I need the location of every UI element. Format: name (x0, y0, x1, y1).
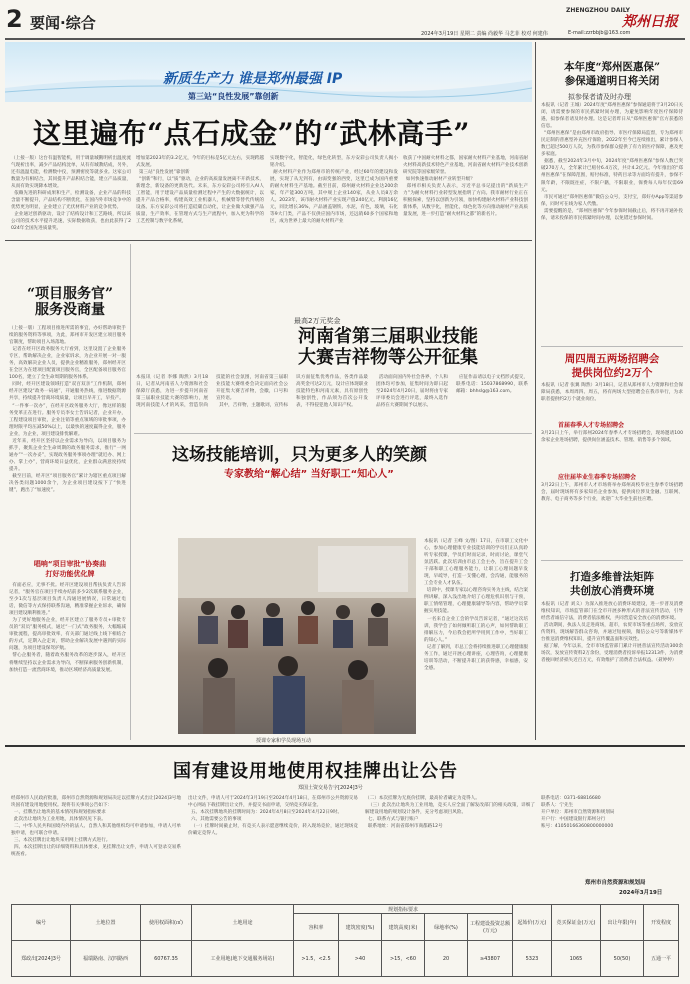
td-density: >40 (338, 940, 382, 977)
td-area: 60767.35 (140, 940, 192, 977)
banner-headline: 这里遍布“点石成金”的“武林高手” (33, 117, 470, 150)
notice-table (11, 904, 679, 978)
banner-graphic (5, 42, 532, 102)
date-editor-line: 2024年3月19日 星期二 责编 尚毅华 马艺菲 校对 何建伟 (421, 31, 548, 37)
td-height: >15，<60 (381, 940, 425, 977)
th-start-price: 起始价(万元) (512, 904, 552, 941)
th-dev: 开发程度 (643, 904, 679, 941)
th-usage: 土地用途 (191, 904, 294, 941)
notice-subtitle: 郑国土资交易告字[2024]3号 (298, 785, 363, 791)
td-dev: 五通一平 (643, 940, 679, 977)
job-fair-body-s2: 3月22日上午，郑州市人才市场将举办郑州高校毕业生春季专场招聘会，届时现场将有多家知名企业参加，提供岗位涉及金融、互联网、教育、电子商务等多个行业，欢迎广大毕业生前往应聘。 (541, 483, 683, 503)
td-far: >1.5，<2.5 (293, 940, 339, 977)
photo-scene (178, 538, 416, 734)
banner-col4: 收获了中国耐火材料之都，国家耐火材料产业基地，河南省耐火材料高新技术特色产业基地，河南省耐火材料产业技术创新研究院等国家级荣誉。 如何快速推动耐材产业转型升级？ 郑州市相关负责人表示，习近平总书记提出的“新质生产力”为耐火材料行业转型发展指明了方向。我市耐材行业正在积极探索，坚持以创新为引领，加快构建耐火材料产业科技创新体系，从数字化，智能化，绿色化等方向推动耐材产业高质量发展，进一步打造“耐火材料之都”的新名片。 (403, 156, 528, 218)
banner-col3: 实现数字化，智能化，绿色化转型，东方安彩公司负责人揭小铭介绍。 耐火材料产业作为郑州市的传统产业，经过60年的建设和发展，实现了从无到有，由弱变强的西变，这里已成为国内重要的耐火材料生产基地。截至目前，郑州耐火材料企业达200余家，年产能300万吨，其中规上企业140家，从业人员8万余人。2023年，该市耐火材料产业实现产值240亿元、利润16亿元，同比增长36%，产品涵盖钢铁、水泥，有色，玻璃，石化等9大门类，产品不仅供应国内市场，还远销60多个国家和地区，成为世界上最大的耐火材料产业 (270, 156, 398, 225)
banner-col1: （上接一版）这台有温智能机，用于调量城鹅明析出温度流气现析出率，减少产品结构沈单，从有有城教结成，另外，还有温温电能，检测数中仪，预测密度等就多业。这家公司数量为有相结合，其同提升产品积结合能，建立产品质量，从而有效实现降本增效。 依赖先进的科研成果和生产，检测设备，企业产品的科技含量不断提升，产品结构不断优化，在国内外市场竞争中的优势更为明显，企业建立了光伏材料产业的竞争优势。 企业通过创新驱动，设计了结构设计和工艺路线，所以该公司的技术水平提升迅速，实际数据收获，也由此获得了2024年全国先进质量奖。 (11, 156, 131, 232)
competition-headline: 河南省第三届职业技能 大赛吉祥物等公开征集 (298, 326, 478, 368)
td-usage: 工业用地(地下交通服务场站) (191, 940, 294, 977)
training-photo (178, 538, 416, 734)
notice-col3: （二）本次挂牌为无底价挂牌，最高价者确定为竞得人。 （三）此次出让地块为工业用地，竞买人应全面了解发改部门的相关政策，详细了解建设用地的规划设计条件，充分考虑项目风险。 七、联系方式与银行账户 联系地址：河南省郑州市商都路12号 (365, 796, 535, 830)
td-invest: ≥43807 (467, 940, 513, 977)
insurance-subhead: 拟参保者请及时办理 (568, 93, 631, 101)
td-deposit: 1065 (551, 940, 601, 977)
notice-sign-date: 2024年3月19日 (619, 890, 663, 896)
service-body-2: 有面必应，无事不扰。经开区建设项目帮扶负责人告诉记者，“服务官在项目手续办结前多少2次联系服务企业，至少1次与基层项目负责人沟通进展情况，日常通过电话，微信等方式保持联系沟通，精准掌握企业诉求，确保项目建设顺利推进。” 为了更好地服务企业，经开区建立了服务专员+审批专员的“双员”服务模式，通过“一门式”政务服务，大幅缩减审批流程，提高审批效率，有关部门通过线上线下相结合的方式，定期入企走访，帮助企业解决发展中遇到的实际问题，为项目建设保驾护航。 帮心企服务者，随着政务服务改革的逐步深入，经开区将继续坚持以企业需求为导向，不断探索服务创新机制，加快打造一流营商环境，推动区域经济高质量发展。 (9, 583, 126, 673)
insurance-headline: 本年度“郑州医惠保” 参保通道明日将关闭 (563, 61, 661, 87)
legal-body: 本报讯（记者 刘义）为深入推进放心消费环境建设，进一步普及消费维权知识，市场监管部门在全市开展多种形式的普法宣传活动，引导经营者诚信守法，消费者依法维权，共同营造安全放心的消费环境。 活动期间，执法人员走进商场，超市，农贸市场等重点场所，发放宣传资料，现场解答群众咨询，并通过短视频，微信公众号等新媒体平台推送消费维权知识，提升宣传覆盖面和实效性。 据了解，今年以来，全市市场监管部门累计开展普法宣传活动300余场次，发放宣传资料2万余份，受理消费者投诉举报12313件，为消费者挽回经济损失近百万元，有效维护了消费者合法权益。（聂婷婷） (541, 602, 683, 664)
td-start-price: 5323 (512, 940, 552, 977)
banner-title: 新质生产力 谁是郑州最强 IP (163, 71, 343, 87)
th-deposit: 竞买保证金(万元) (551, 904, 601, 941)
page-number: 2 (6, 5, 23, 33)
th-green: 绿地率(%) (424, 913, 468, 941)
right-column (538, 42, 685, 740)
paper-name-cn: 郑州日报 (622, 14, 678, 30)
td-no: 郑政出[2024]3号 (11, 940, 71, 977)
th-years: 出让年限(年) (600, 904, 644, 941)
th-area: 使用权面积(㎡) (140, 904, 192, 941)
td-green: 20 (424, 940, 468, 977)
banner-article (5, 42, 532, 238)
notice-sign-org: 郑州市自然资源和规划局 (585, 880, 646, 886)
job-fair-sub1: 首届春季人才专场招聘会 (558, 422, 625, 429)
service-article (5, 244, 128, 740)
service-body: （上接一版）工程项目推进所需的事宜，办好帮助审批手续的服务资料等事项，为此，郑州市开发区建立项目服务官制度，帮助项目入场落地。 记者在经开区政务服务大厅看到，这里设置了企业服务专区，帮助解决企业，企业家诉求，为企业开展一对一服务，高效解决企业人员，提供企业精准服务，郑州经开区在全区为在建项目配置项目服务官，全区配备项目服务官100名，建立了全生命周期的服务体系。 同时，经开区建设领域打造“双百双亲”工作机制，郑州经开区建设“政务一码通”，开通服务热线，推进数据资源共享，持续提升营商环境质量，让项目早开工，早投产。 “一件事一次办”，在经开区政务服务大厅，像这样的服务变革正在进行。服务专员李女士告诉记者，企业开办，工程建设项目审批，企业注销等重点领域的审批事项，办理时限平均压减50%以上，以最快的速度赢得企业，服务企业，为企业，项目建设排忧解难。 近年来，经开区坚持以企业需求为导向，以项目服务为抓手，聚焦企业全生命周期的政务服务需求，推行“一网通办”“一次办妥”，实现政务服务事项办理“就近办、网上办、掌上办”，营商环境日益优化，企业群众满意度持续提升。 截至目前，经开区“项目服务官”累计为辖区重点项目解决各类问题1000余个，为企业项目建设按下了“快进键”，跑出了“加速度”。 (9, 326, 126, 494)
job-fair-body-s1: 3月21日上午，举行郑州2024年春季人才专场招聘会，现场邀请100余家企业进场招聘，提供岗位涵盖技术、管理、销售等多个领域。 (541, 431, 683, 444)
notice-col1: 经郑州市人民政府批准，郑州市自然资源和规划局决定以挂牌方式出让[2024]3号地块国有建设用地使用权。现将有关事项公告如下： 一、挂牌出让地块的基本情况和规划指标要求 此次出让地块为工业用地，具体情况见下表。 二、中华人民共和国境内外的法人、自然人和其他组织均可申请参加，申请人可单独申请，也可联合申请。 三、本次挂牌出让地块采用网上挂牌方式进行。 四、本次挂牌出让的详细资料和具体要求，见挂牌出让文件，申请人可登录交易系统查看。 (11, 796, 181, 858)
masthead (0, 0, 690, 40)
notice-headline: 国有建设用地使用权挂牌出让公告 (173, 761, 458, 782)
training-subhead: 专家教给“解心结” 当好职工“知心人” (224, 469, 394, 480)
th-invest: 工程建设投资总额(万元) (467, 913, 513, 941)
job-fair-headline: 周四周五两场招聘会 提供岗位约2万个 (564, 353, 660, 379)
training-headline: 这场技能培训，只为更多人的笑颜 (172, 445, 427, 465)
banner-col2: 增加第2023年的3.2亿元，今年的目标是5亿元左右，实现跨越式发展。 第三站“良性发展”靠创新 “创新”和行，以“质”驱动，企业的高质量发展离不开新技术，新理念，新设备的更新迭代。未来，东方安彩公司将引入AI人工智能，用于建设产品质量检测过程中产生的大数据统计，以提升产品合格率，构建高效工业机器人，机械臂等替代传统的设备。东方安彩公司将打造硅碳自动化，让企业做大做强产品质量，生产效率，在管理方式与生产流程中，加入更为科学的工艺控制与数字化系统， (136, 156, 264, 225)
training-article (134, 436, 532, 744)
competition-article (134, 244, 532, 430)
td-location: 福瑞路南、汉四路西 (70, 940, 141, 977)
training-photo-caption: 授课专家和学员现场互动 (256, 738, 312, 744)
th-far: 容积率 (293, 913, 339, 941)
service-subhead: 唱响“项目审批”协奏曲 打好功能优化牌 (33, 560, 107, 578)
th-no: 编号 (11, 904, 71, 941)
service-headline: “项目服务官” 服务没商量 (26, 286, 114, 318)
training-body: 本报讯（记者 王峰 文/图）17日，在市职工文化中心，参加心理健康专业技能培训的学员们正认真聆听专家授课，学员们时而记录，时而讨论，课堂气氛活跃。此次培训由市总工会主办，旨在提升工会干部和职工心理服务能力，让职工心理问题早发现，早疏导，打造一支懂心理，会沟通，能服务的工会专业人才队伍。 培训中，授课专家以心理咨询实务为主线，结合案例讲解，深入浅出地介绍了心理危机识别与干预，职工情绪管理，心理健康辅导等内容，帮助学员掌握实用技能。 一名来自企业工会的学员告诉记者，“通过这次培训，我学会了如何倾听职工的心声，如何帮助职工排解压力，今后我会把所学用到工作中，当好职工的知心人。” 记者了解到，市总工会将持续推进职工心理健康服务工作，通过开展心理讲座，心理咨询，心理健康培训等活动，不断提升职工的获得感，幸福感，安全感。 (424, 539, 528, 671)
legal-headline: 打造多维普法矩阵 共创放心消费环境 (570, 571, 654, 597)
job-fair-sub2: 应往届毕业生春季专场招聘会 (558, 474, 637, 481)
land-notice (5, 745, 685, 983)
th-height: 建筑高度(米) (381, 913, 425, 941)
th-location: 土地位置 (70, 904, 141, 941)
insurance-body: 本报讯（记者 王城）2024年度“郑州医惠保”参保通道将于3月20日关闭，请需要参保的市民抓紧时间办理，为避免影响年度医疗保障待遇，拟参保者请及时办理。这是记者昨日从“郑州医惠保”官方获悉的信息。 “郑州医惠保”是由郑州市政府指导、市医疗保障局监督，专为郑州市民定制的普惠型补充医疗保险，2022年至今已连续推出，累计参保人数已超过500万人次，为我市参保群众提供了有力的医疗保障，惠及更多家庭。 据悉，截至2024年3月中旬，2024年度“郑州医惠保”参保人数已突破270万人，全年累计已赔付6.4万次，共计4.2亿元。今年推出的“郑州医惠保”在保障范围，赔付标准，特药目录等方面均有提升，参保不限年龄，不限既往症，不限户籍，不限职业，保费每人每年仅需69元。 市民可通过“郑州医惠保”微信公众号，支付宝，郑好办App等渠道参保，同时可在线为家人代缴。 需要提醒的是，“郑州医惠保”今年参保时间截止后，将不再开通补投保，请未投保的市民抓紧时间办理，以免错过参保时间。 (541, 103, 683, 221)
banner-subtitle: 第三站“良性发展”靠创新 (188, 92, 279, 101)
email: E-mail:zzrbbjb@163.com (568, 30, 631, 36)
th-plan-group: 规划指标要求 (293, 904, 513, 914)
competition-kicker: 最高2万元奖金 (294, 317, 341, 325)
section-name: 要闻·综合 (30, 14, 96, 32)
notice-col2: 出让文件，申请人可于2024年3月19日至2024年4月18日，在郑州市公共资源交易中心网站下载挂牌出让文件，并提交书面申请，交纳竞买保证金。 五、本次挂牌地块的挂牌时间为：2024年4月8日至2024年4月22日9时。 六、其他需要公告的事项 （一）挂牌时间截止时，有竞买人表示愿意继续竞价，转入现场竞价，通过现场竞价确定竞得人。 (188, 796, 358, 837)
td-years: 50(50) (600, 940, 644, 977)
job-fair-body: 本报讯（记者 张翼 陶然）3月18日，记者从郑州市人力资源和社会保障局获悉，本周周四、周五，将有两场大型招聘会在我市举行，为求职者提供约2万个就业岗位。 (541, 383, 683, 403)
paper-name-en: ZHENGZHOU DAILY (566, 7, 630, 14)
competition-body: 本报讯（记者 李娜 陶然）3月18日，记者从河南省人力资源和社会保障厅获悉，为进一步提升河南省第三届职业技能大赛的影响力，展现河南技能人才的风采，营造崇尚技能的社会氛围，河南省第三届职业技能大赛组委会决定面向社会公开征集大赛吉祥物，会徽，口号和宣传语。 其中，吉祥物，主题歌词，宣传标识方面征集优秀作品，各类作品最高奖金可达2万元，设计应体现职业技能特色和河南元素，具有原创性和独创性，作品须为首次公开发表，不得侵犯他人知识产权。 活动面向国内外社会各界，个人和团体均可参加，征集时间为即日起至2024年4月20日，届时将由专家评审委员会进行评选，最终入选作品将在大赛期间予以展示。 应征作品请以电子文档形式提交，联系电话：15037868990，联系邮箱：bhhslg@163.com。 (136, 375, 528, 409)
th-density: 建筑密度(%) (338, 913, 382, 941)
notice-contact: 联系电话：0371-68816680 联系人：宁先生 开户单位：郑州市自然资源和规划局 开户行：中国建设银行郑州分行 账号：41050166360800000000 (541, 796, 615, 830)
